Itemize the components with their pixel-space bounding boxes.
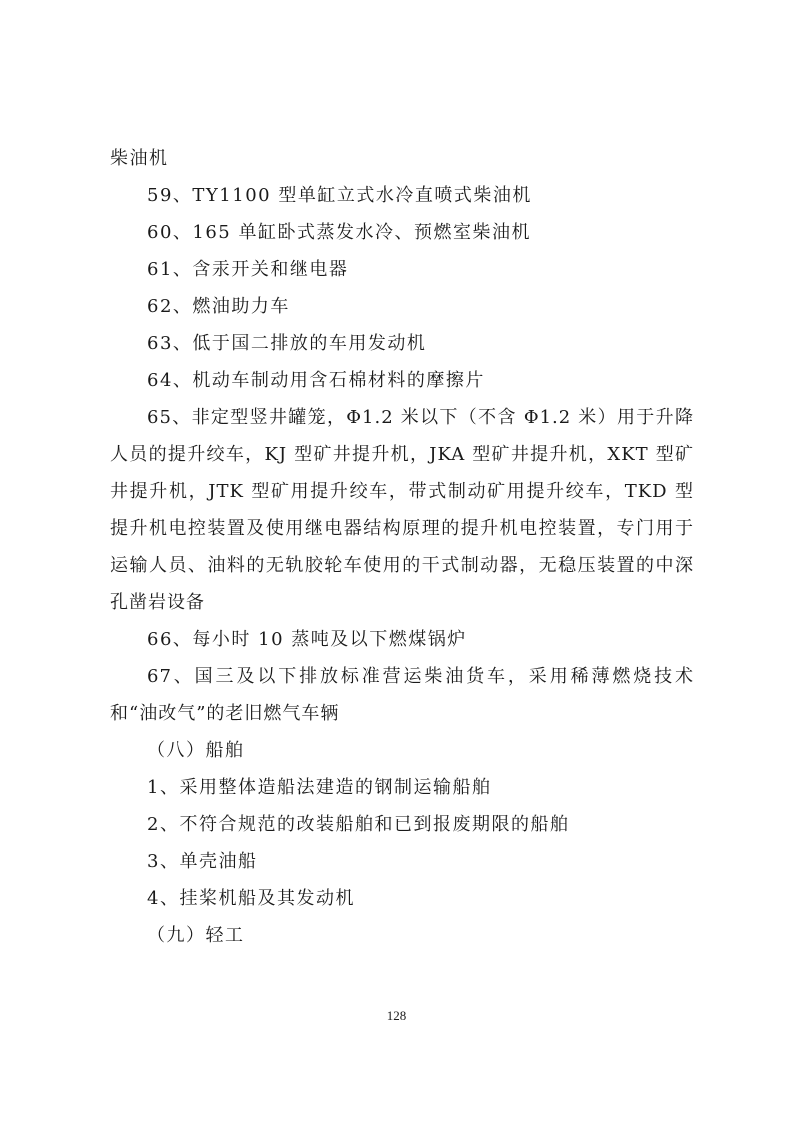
list-item: 62、燃油助力车 (147, 296, 290, 317)
list-item: 61、含汞开关和继电器 (147, 259, 349, 280)
list-item: 2、不符合规范的改装船舶和已到报废期限的船舶 (147, 814, 570, 835)
list-item: 1、采用整体造船法建造的钢制运输船舶 (147, 777, 492, 798)
list-item: 63、低于国二排放的车用发动机 (147, 333, 427, 354)
list-item: 4、挂桨机船及其发动机 (147, 888, 355, 909)
list-item-paragraph: 65、非定型竖井罐笼，Φ1.2 米以下（不含 Φ1.2 米）用于升降人员的提升绞车，KJ 型矿井提升机，JKA 型矿井提升机，XKT 型矿井提升机，JTK 型矿用提升绞车，带式制动矿用提升绞车，TKD 型提升机电控装置及使用继电器结构原理的提升机电控装置，专门用于运输人员、油料的无轨胶轮车使用的干式制动器，无稳压装置的中深孔凿岩设备 (110, 407, 694, 613)
list-item: 64、机动车制动用含石棉材料的摩擦片 (147, 370, 485, 391)
section-heading-light-industry: （九）轻工 (147, 925, 245, 946)
list-item: 66、每小时 10 蒸吨及以下燃煤锅炉 (147, 629, 467, 650)
page-number: 128 (386, 1008, 407, 1023)
list-item-paragraph: 67、国三及以下排放标准营运柴油货车，采用稀薄燃烧技术和“油改气”的老旧燃气车辆 (110, 666, 694, 724)
list-item: 60、165 单缸卧式蒸发水冷、预燃室柴油机 (147, 222, 531, 243)
section-heading-ships: （八）船舶 (147, 740, 245, 761)
list-item: 3、单壳油船 (147, 851, 258, 872)
page-content (110, 140, 694, 954)
list-item: 59、TY1100 型单缸立式水冷直喷式柴油机 (147, 185, 532, 206)
continued-text: 柴油机 (110, 148, 169, 169)
